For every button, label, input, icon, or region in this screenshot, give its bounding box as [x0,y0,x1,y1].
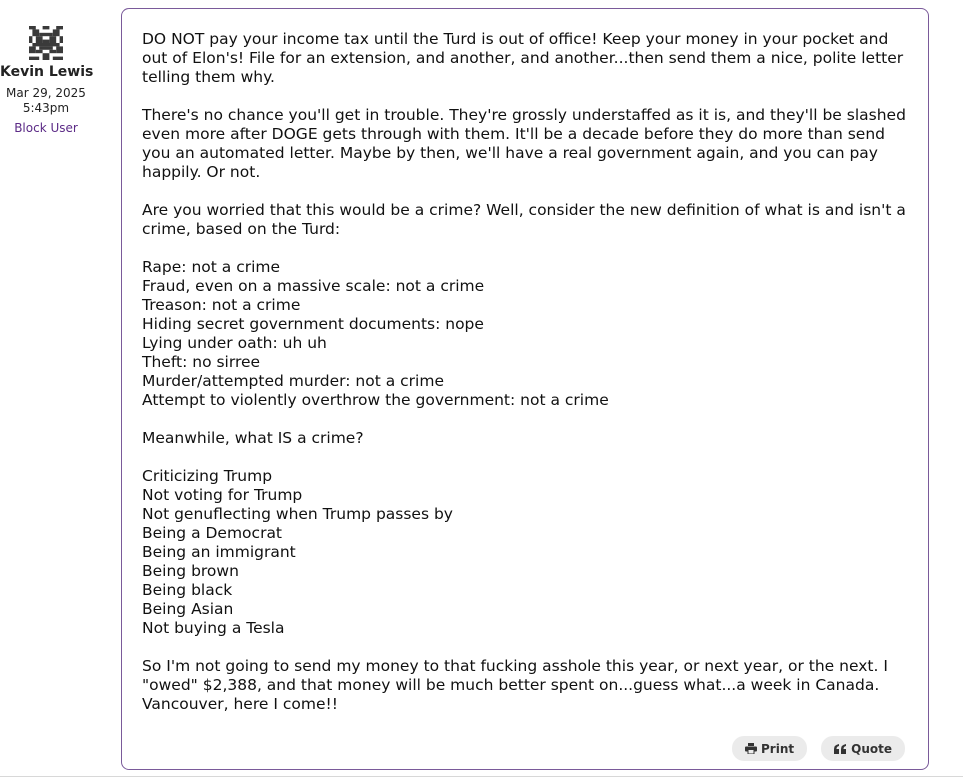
post-paragraph [142,30,917,87]
page-divider [0,776,963,777]
printer-icon [745,743,757,754]
post-line: Being an immigrant [142,543,296,561]
post-time: 5:43pm [22,101,70,115]
post-paragraph [142,429,917,448]
post-line: Being Asian [142,600,234,618]
post-line: Not buying a Tesla [142,619,285,637]
post-line: Rape: not a crime [142,258,281,276]
block-user-link[interactable]: Block User [14,121,78,135]
post-actions [732,736,905,761]
paragraph-gap [142,448,917,467]
post-line: Hiding secret government documents: nope [142,315,484,333]
post-paragraph [142,657,917,714]
print-button[interactable] [732,736,807,761]
post-line: Are you worried that this would be a crime? Well, consider the new definition of what is and isn't a crime, based on the Turd: [142,201,906,238]
post-line: So I'm not going to send my money to that fucking asshole this year, or next year, or the next. I "owed" $2,388, and that money will be much better spent on...guess what...a week in Canada. Vancouver, here I come!! [142,657,888,713]
post-paragraph [142,258,917,410]
post-line: Treason: not a crime [142,296,301,314]
post-date: Mar 29, 2025 [6,86,86,100]
paragraph-gap [142,410,917,429]
post-line: Not voting for Trump [142,486,303,504]
print-label: Print [761,741,795,756]
paragraph-gap [142,239,917,258]
post-paragraph [142,467,917,638]
post-line: There's no chance you'll get in trouble. They're grossly understaffed as it is, and they'll be slashed even more after DOGE gets through with them. It'll be a decade before they do more than send you an automated letter. Maybe by then, we'll have a real government again, and you can pay happily. Or not. [142,106,906,181]
post-line: Fraud, even on a massive scale: not a crime [142,277,485,295]
post-paragraph [142,201,917,239]
paragraph-gap [142,87,917,106]
post-body [142,30,917,714]
post-line: Being a Democrat [142,524,283,542]
post-container [121,8,929,770]
quote-label: Quote [851,741,892,756]
post-line: Murder/attempted murder: not a crime [142,372,444,390]
post-line: Attempt to violently overthrow the government: not a crime [142,391,609,409]
post-line: Meanwhile, what IS a crime? [142,429,364,447]
post-line: Theft: no sirree [142,353,261,371]
post-line: Criticizing Trump [142,467,273,485]
avatar-identicon[interactable] [29,26,63,60]
post-paragraph [142,106,917,182]
post-line: Being brown [142,562,239,580]
post-line: Not genuflecting when Trump passes by [142,505,453,523]
post-line: Lying under oath: uh uh [142,334,327,352]
post-line: Being black [142,581,233,599]
author-panel [0,26,92,137]
quote-icon [834,744,847,754]
paragraph-gap [142,182,917,201]
post-line: DO NOT pay your income tax until the Turd is out of office! Keep your money in your pocket and out of Elon's! File for an extension, and another, and another...then send them a nice, polite letter telling them why. [142,30,904,86]
quote-button[interactable] [821,736,905,761]
author-name[interactable]: Kevin Lewis [0,64,94,80]
paragraph-gap [142,638,917,657]
